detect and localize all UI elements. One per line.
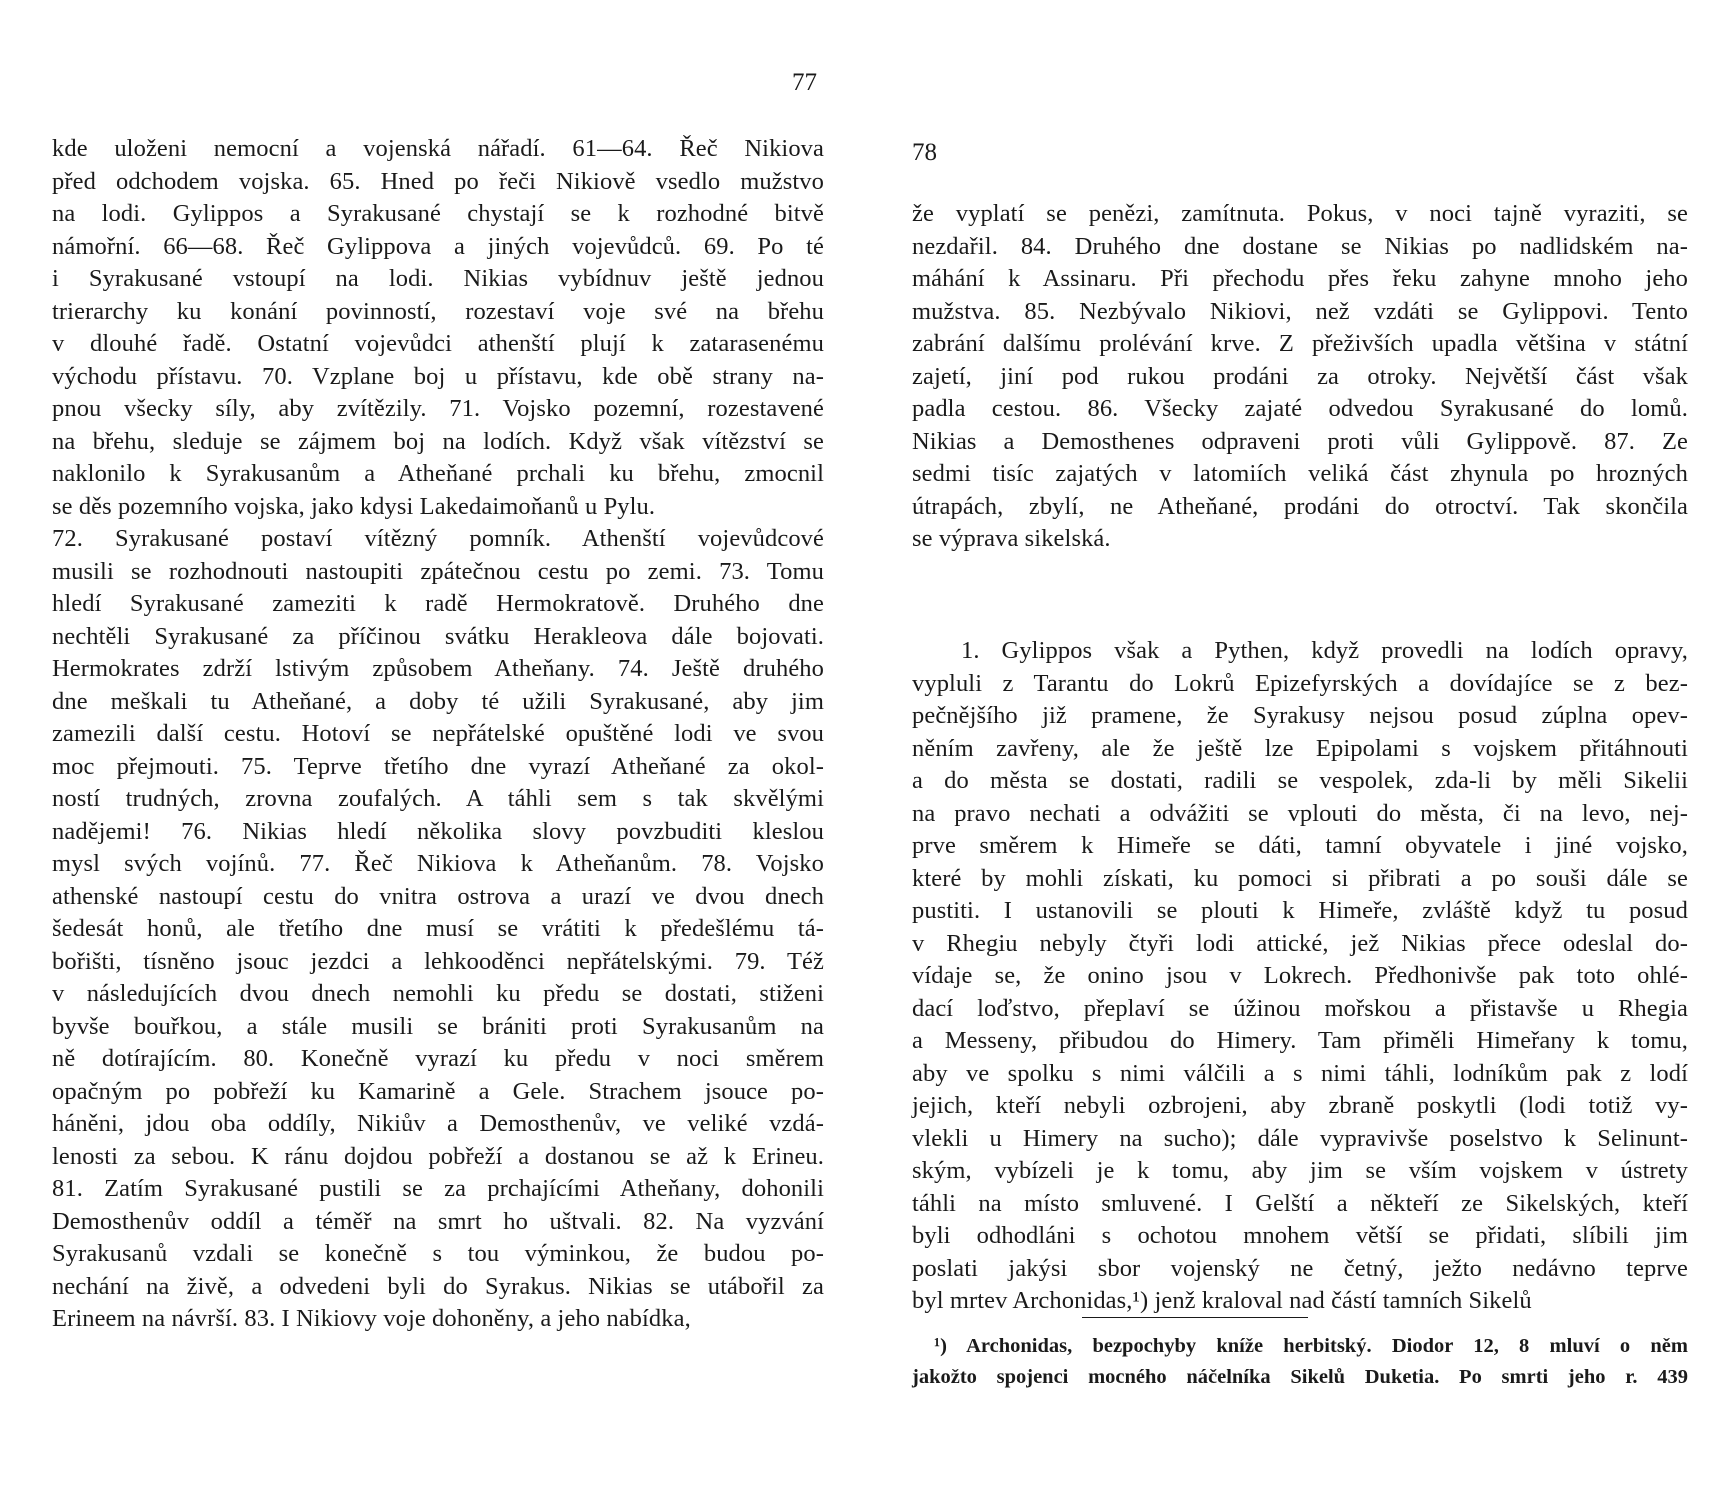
text-line: aby ve spolku s nimi válčili a s nimi táhli, lodníkům pak z lodí	[912, 1059, 1688, 1087]
text-line: opačným po pobřeží ku Kamarině a Gele. Strachem jsouce po-	[52, 1077, 824, 1105]
text-line: šedesát honů, ale třetího dne musí se vrátiti k předešlému tá-	[52, 915, 824, 942]
right-page	[860, 0, 1720, 1500]
right-page-summary-text	[912, 198, 1688, 556]
text-line: pnou všecky síly, aby zvítězily. 71. Vojsko pozemní, rozestavené	[52, 395, 824, 422]
text-line: a do města se dostati, radili se vespolek, zda-li by měli Sikelii	[912, 767, 1688, 794]
text-line: Demosthenův oddíl a téměř na smrt ho uštvali. 82. Na vyzvání	[52, 1207, 824, 1235]
text-line: ností trudných, zrovna zoufalých. A táhli sem s tak skvělými	[52, 785, 824, 812]
text-line: táhli na místo smluvené. I Gelští a někteří ze Sikelských, kteří	[912, 1189, 1688, 1217]
text-line: útrapách, zbylí, ne Atheňané, prodáni do otroctví. Tak skončila	[912, 492, 1688, 520]
text-line: nechtěli Syrakusané za příčinou svátku Herakleova dále bojovati.	[52, 622, 824, 650]
text-line: dne meškali tu Atheňané, a doby té užili Syrakusané, aby jim	[52, 687, 824, 715]
text-line: pustiti. I ustanovili se plouti k Himeře, zvláště když tu posud	[912, 897, 1688, 924]
text-line: prve směrem k Himeře se dáti, tamní obyvatele i jiné vojsko,	[912, 832, 1688, 859]
text-line: Nikias a Demosthenes odpraveni proti vůli Gylippově. 87. Ze	[912, 427, 1688, 455]
text-line: i Syrakusané vstoupí na lodi. Nikias vybídnuv ještě jednou	[52, 265, 824, 292]
footnote	[912, 1331, 1688, 1393]
text-line: poslati jakýsi sbor vojenský ne četný, ježto nedávno teprve	[912, 1254, 1688, 1282]
text-line: zajetí, jiní pod rukou prodáni za otroky. Největší část však	[912, 362, 1688, 390]
left-page-text	[52, 133, 824, 1336]
footnote-line: ¹) Archonidas, bezpochyby kníže herbitský. Diodor 12, 8 mluví o něm	[934, 1335, 1688, 1357]
footnote-divider	[1082, 1317, 1308, 1318]
text-line: na pravo nechati a odvážiti se vplouti do města, či na levo, nej-	[912, 799, 1688, 827]
text-line: na lodi. Gylippos a Syrakusané chystají se k rozhodné bitvě	[52, 200, 824, 227]
text-line: Syrakusanů vzdali se konečně s tou výminkou, že budou po-	[52, 1240, 824, 1267]
text-line: vypluli z Tarantu do Lokrů Epizefyrských a dovídajíce se z bez-	[912, 669, 1688, 697]
text-line: pečnějšího již pramene, že Syrakusy nejsou posud zúplna opev-	[912, 702, 1688, 729]
text-line: 81. Zatím Syrakusané pustili se za prchajícími Atheňany, dohonili	[52, 1175, 824, 1202]
text-line: které by mohli získati, ku pomoci si přibrati a po souši dále se	[912, 864, 1688, 892]
text-line: v Rhegiu nebyly čtyři lodi attické, jež Nikias přece odeslal do-	[912, 929, 1688, 957]
text-line: mysl svých vojínů. 77. Řeč Nikiova k Atheňanům. 78. Vojsko	[52, 850, 824, 877]
text-line: máhání k Assinaru. Při přechodu přes řeku zahyne mnoho jeho	[912, 265, 1688, 292]
text-line: zabrání dalšímu prolévání krve. Z přeživších upadla většina v státní	[912, 330, 1688, 357]
text-line: byl mrtev Archonidas,¹) jenž kraloval nad částí tamních Sikelů	[912, 1287, 1532, 1314]
text-line: dací loďstvo, přeplaví se úžinou mořskou a přistavše u Rhegia	[912, 994, 1688, 1022]
text-line: Erineem na návrší. 83. I Nikiovy voje dohoněny, a jeho nabídka,	[52, 1305, 691, 1332]
text-line: byli odhodláni s ochotou mnohem větší se přidati, slíbili jim	[912, 1222, 1688, 1249]
right-page-body-text	[912, 635, 1688, 1318]
text-line: a Messeny, přibudou do Himery. Tam přiměli Himeřany k tomu,	[912, 1027, 1688, 1054]
page-number: 78	[912, 139, 937, 166]
text-line: sedmi tisíc zajatých v latomiích veliká část zhynula po hrozných	[912, 460, 1688, 487]
text-line: před odchodem vojska. 65. Hned po řeči Nikiově vsedlo mužstvo	[52, 167, 824, 195]
text-line: jejich, kteří nebyli ozbrojeni, aby zbraně poskytli (lodi totiž vy-	[912, 1092, 1688, 1119]
text-line: ně dotírajícím. 80. Konečně vyrazí ku předu v noci směrem	[52, 1045, 824, 1072]
text-line: 72. Syrakusané postaví vítězný pomník. Athenští vojevůdcové	[52, 525, 824, 552]
text-line: mužstva. 85. Nezbývalo Nikiovi, než vzdáti se Gylippovi. Tento	[912, 297, 1688, 325]
page-number: 77	[792, 69, 817, 96]
text-line: athenské nastoupí cestu do vnitra ostrova a urazí ve dvou dnech	[52, 882, 824, 910]
text-line: moc přejmouti. 75. Teprve třetího dne vyrazí Atheňané za okol-	[52, 752, 824, 780]
text-line: bořišti, tísněno jsouc jezdci a lehkooděnci nepřátelskými. 79. Též	[52, 947, 824, 975]
text-line: háněni, jdou oba oddíly, Nikiův a Demosthenův, ve veliké vzdá-	[52, 1110, 824, 1137]
text-line: východu přístavu. 70. Vzplane boj u přístavu, kde obě strany na-	[52, 362, 824, 390]
text-line: vídaje se, že onino jsou v Lokrech. Předhonivše pak toto ohlé-	[912, 962, 1688, 989]
text-line: vlekli u Himery na sucho); dále vypravivše poselstvo k Selinunt-	[912, 1124, 1688, 1152]
text-line: lenosti za sebou. K ránu dojdou pobřeží a dostanou se až k Erineu.	[52, 1142, 824, 1170]
text-line: trierarchy ku konání povinností, rozestaví voje své na břehu	[52, 297, 824, 325]
text-line: padla cestou. 86. Všecky zajaté odvedou Syrakusané do lomů.	[912, 395, 1688, 422]
text-line: námořní. 66—68. Řeč Gylippova a jiných vojevůdců. 69. Po té	[52, 232, 824, 260]
text-line: v dlouhé řadě. Ostatní vojevůdci athenští plují k zatarasenému	[52, 330, 824, 357]
text-line: něním zavřeny, ale že ještě lze Epipolami s vojskem přitáhnouti	[912, 734, 1688, 762]
text-line: ským, vybízeli je k tomu, aby jim se vším vojskem v ústrety	[912, 1157, 1688, 1184]
footnote-line: jakožto spojenci mocného náčelníka Sikelů Duketia. Po smrti jeho r. 439	[912, 1366, 1688, 1388]
text-line: nezdařil. 84. Druhého dne dostane se Nikias po nadlidském na-	[912, 232, 1688, 260]
text-line: byvše bouřkou, a stále musili se brániti proti Syrakusanům na	[52, 1012, 824, 1040]
text-line: naklonilo k Syrakusanům a Atheňané prchali ku břehu, zmocnil	[52, 460, 824, 487]
text-line: Hermokrates zdrží lstivým způsobem Atheňany. 74. Ještě druhého	[52, 655, 824, 682]
text-line: nadějemi! 76. Nikias hledí několika slovy povzbuditi kleslou	[52, 817, 824, 845]
text-line: že vyplatí se penězi, zamítnuta. Pokus, v noci tajně vyraziti, se	[912, 200, 1688, 227]
text-line: musili se rozhodnouti nastoupiti zpátečnou cestu po zemi. 73. Tomu	[52, 557, 824, 585]
text-line: v následujících dvou dnech nemohli ku předu se dostati, stiženi	[52, 980, 824, 1007]
text-line: hledí Syrakusané zameziti k radě Hermokratově. Druhého dne	[52, 590, 824, 617]
text-line: nechání na živě, a odvedeni byli do Syrakus. Nikias se utábořil za	[52, 1272, 824, 1300]
text-line: na břehu, sleduje se zájmem boj na lodích. Když však vítězství se	[52, 427, 824, 455]
text-line: se děs pozemního vojska, jako kdysi Lakedaimoňanů u Pylu.	[52, 492, 656, 520]
text-line: kde uloženi nemocní a vojenská nářadí. 61—64. Řeč Nikiova	[52, 135, 824, 162]
text-line: zamezili další cestu. Hotoví se nepřátelské opuštěné lodi ve svou	[52, 720, 824, 747]
text-line: 1. Gylippos však a Pythen, když provedli na lodích opravy,	[961, 637, 1688, 664]
text-line: se výprava sikelská.	[912, 525, 1111, 552]
